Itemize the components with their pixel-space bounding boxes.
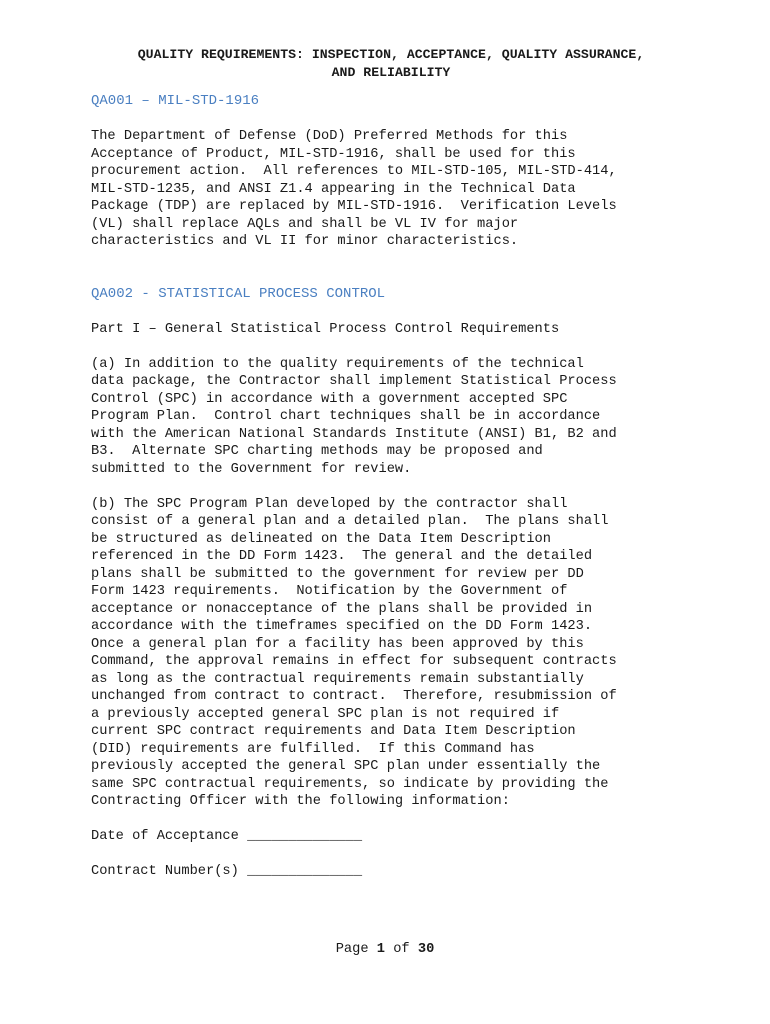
qa002-part-heading: Part I – General Statistical Process Control Requirements [91,321,560,337]
section-heading-qa001: QA001 – MIL-STD-1916 [91,93,260,109]
page-number: 1 [376,942,385,957]
document-title: QUALITY REQUIREMENTS: INSPECTION, ACCEPTANCE, QUALITY ASSURANCE, AND RELIABILITY [137,47,645,80]
page-total: 30 [417,942,435,957]
of-label: of [393,942,410,957]
qa002-paragraph-a: (a) In addition to the quality requirements of the technical data package, the Contractor shall implement Statistical Process Control (SPC) in accordance with a government accepted SPC Program Plan. Control chart techniques shall be in accordance with the American National Standards Institute (ANSI) B1, B2 and B3. Alternate SPC charting methods may be proposed and submitted to the Government for review. [91,356,617,477]
section-heading-qa002: QA002 - STATISTICAL PROCESS CONTROL [91,285,386,302]
document-page [91,46,691,881]
page-footer [0,941,770,959]
qa001-paragraph: The Department of Defense (DoD) Preferred Methods for this Acceptance of Product, MIL-STD-1916, shall be used for this procurement action. All references to MIL-STD-105, MIL-STD-414, MIL-STD-1235, and ANSI Z1.4 appearing in the Technical Data Package (TDP) are replaced by MIL-STD-1916. Verification Levels (VL) shall replace AQLs and shall be VL IV for major characteristics and VL II for minor characteristics. [91,129,617,249]
date-of-acceptance-field: Date of Acceptance ______________ [91,829,363,844]
contract-numbers-field: Contract Number(s) ______________ [91,864,363,879]
qa002-paragraph-b: (b) The SPC Program Plan developed by the contractor shall consist of a general plan and a detailed plan. The plans shall be structured as delineated on the Data Item Description referenced in the DD Form 1423. The general and the detailed plans shall be submitted to the government for review per DD Form 1423 requirements. Notification by the Government of acceptance or nonacceptance of the plans shall be provided in accordance with the timeframes specified on the DD Form 1423. Once a general plan for a facility has been approved by this Command, the approval remains in effect for subsequent contracts as long as the contractual requirements remain substantially unchanged from contract to contract. Therefore, resubmission of a previously accepted general SPC plan is not required if current SPC contract requirements and Data Item Description (DID) requirements are fulfilled. If this Command has previously accepted the general SPC plan under essentially the same SPC contractual requirements, so indicate by providing the Contracting Officer with the following information: [91,496,617,809]
page-label: Page [335,942,369,957]
